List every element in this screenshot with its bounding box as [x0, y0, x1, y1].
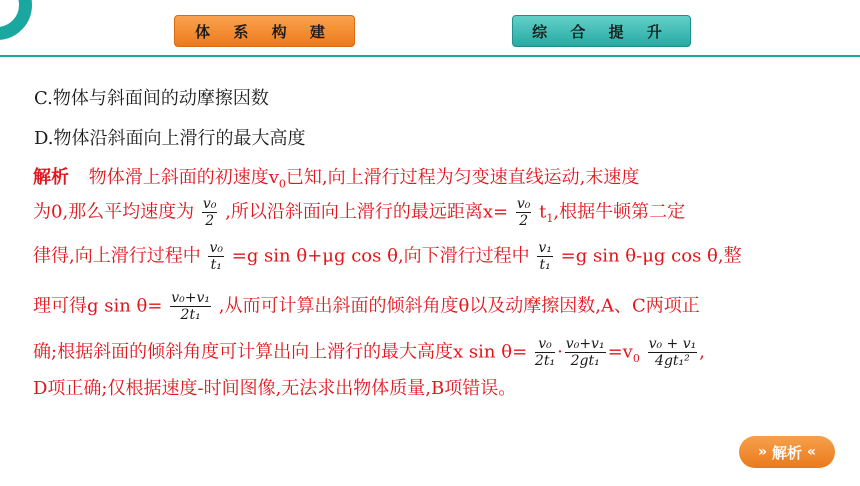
analysis-l2-c: t: [539, 201, 547, 223]
analysis-l5-b: =v: [607, 341, 633, 363]
chevron-right-icon: »: [757, 444, 767, 460]
analysis-l4-a: 理可得g sin θ=: [33, 295, 163, 317]
header-divider: [0, 55, 860, 57]
analysis-label: 解析: [33, 167, 69, 188]
fraction-gsin: $\frac{\text{v₀+v₁}}{\text{2t₁}}$: [171, 290, 210, 323]
tab-comprehensive-improvement[interactable]: 综 合 提 升: [512, 15, 691, 47]
fraction-down-accel: $\frac{\text{v₁}}{\text{t₁}}$: [538, 240, 552, 273]
analysis-l5-a: 确;根据斜面的倾斜角度可计算出向上滑行的最大高度x sin θ=: [33, 341, 528, 363]
chevron-left-icon: «: [807, 444, 817, 460]
fraction-distance: $\frac{\text{v₀}}{2}$: [516, 196, 531, 229]
option-c: C.物体与斜面间的动摩擦因数: [34, 88, 269, 109]
analysis-l2-d: ,根据牛顿第二定: [553, 201, 686, 223]
analysis-l2-b: ,所以沿斜面向上滑行的最远距离x=: [225, 201, 509, 223]
analysis-l3-a: 律得,向上滑行过程中: [33, 245, 201, 267]
analysis-button-label: 解析: [771, 443, 802, 462]
analysis-button[interactable]: [739, 436, 835, 468]
fraction-avg-velocity: $\frac{\text{v₀}}{2}$: [202, 196, 217, 229]
analysis-line-5: 确;根据斜面的倾斜角度可计算出向上滑行的最大高度x sin θ= $\frac{\text{v₀}}{\text{2t₁}}$ · $\frac{\text{v₀+v₁}}{\text{2gt₁}}$ $=v_0$ $\frac{\text{v₀ + v₁}}{\text{4gt₁²}}$ ,: [33, 336, 705, 369]
analysis-l1-rest: 已知,向上滑行过程为匀变速直线运动,末速度: [285, 167, 640, 188]
analysis-line-3: [33, 240, 742, 273]
analysis-line-1: [33, 163, 639, 191]
corner-ring-decoration: [0, 0, 32, 40]
fraction-h1: $\frac{\text{v₀}}{\text{2t₁}}$: [534, 336, 556, 369]
fraction-up-accel: $\frac{\text{v₀}}{\text{t₁}}$: [209, 240, 223, 273]
analysis-l4-b: ,从而可计算出斜面的倾斜角度θ以及动摩擦因数,A、C两项正: [218, 295, 700, 317]
fraction-h3: $\frac{\text{v₀ + v₁}}{\text{4gt₁²}}$: [648, 336, 697, 369]
analysis-line-2: 为0,那么平均速度为 $\frac{\text{v₀}}{2}$ ,所以沿斜面向上滑行的最远距离x= $\frac{\text{v₀}}{2}$ $t_1$,根据牛顿第二定: [33, 196, 686, 229]
analysis-l1-sub: 0: [278, 177, 286, 191]
analysis-l3-c: =g sin θ-μg cos θ,整: [560, 245, 742, 267]
option-d: D.物体沿斜面向上滑行的最大高度: [34, 128, 306, 149]
analysis-line-4: [33, 290, 700, 323]
analysis-line-6: D项正确;仅根据速度-时间图像,无法求出物体质量,B项错误。: [33, 378, 517, 399]
analysis-l3-b: =g sin θ+μg cos θ,向下滑行过程中: [231, 245, 530, 267]
analysis-l2-a: 为0,那么平均速度为: [33, 201, 195, 223]
analysis-l5-c: ,: [699, 341, 705, 363]
fraction-h2: $\frac{\text{v₀+v₁}}{\text{2gt₁}}$: [565, 336, 605, 369]
tab-system-building[interactable]: 体 系 构 建: [174, 15, 355, 47]
analysis-l1-text: 物体滑上斜面的初速度v: [88, 167, 279, 188]
